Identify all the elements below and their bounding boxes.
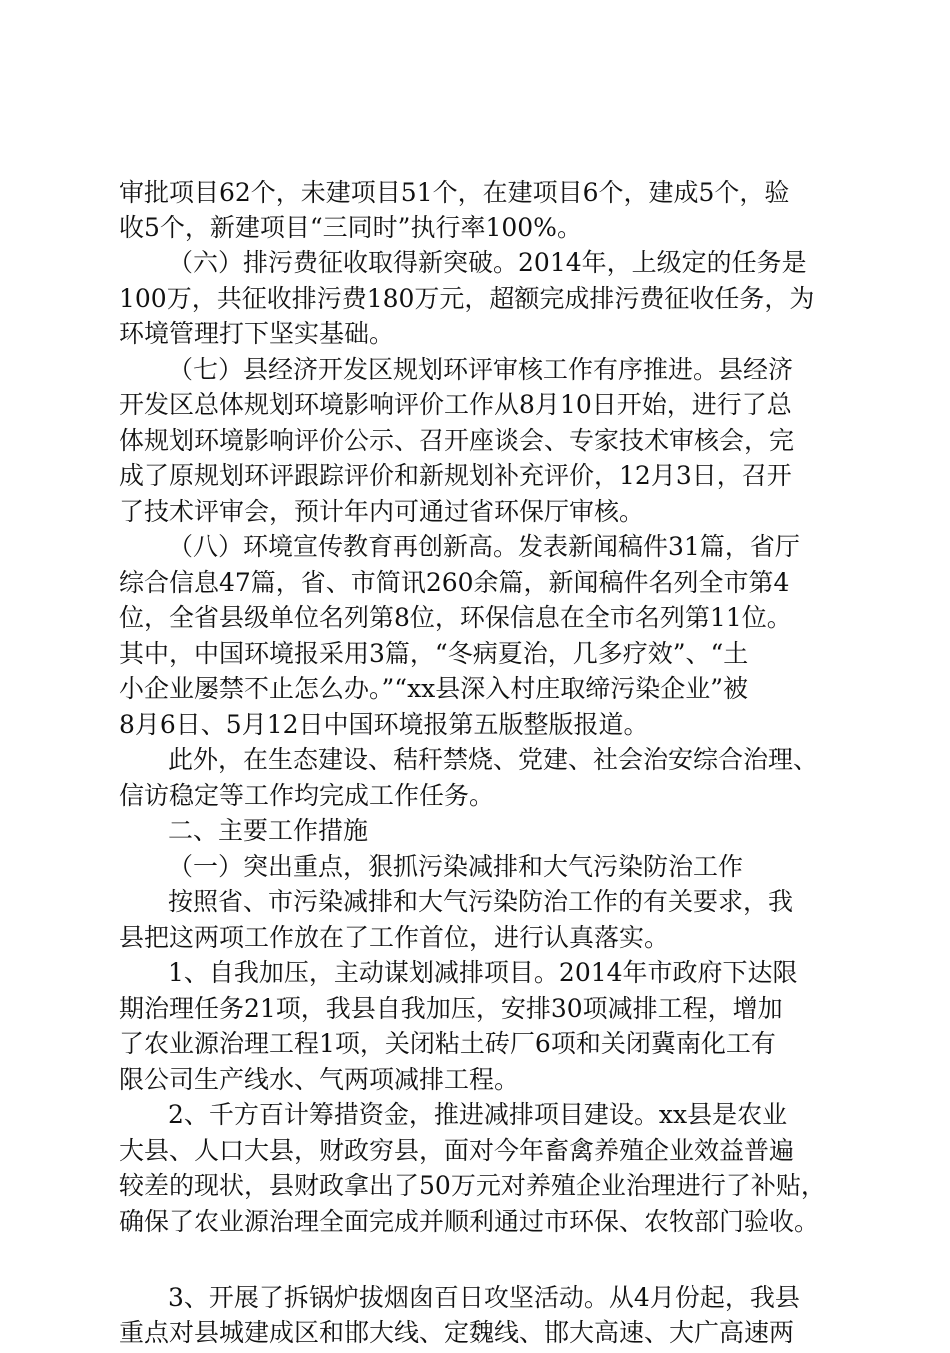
text-line: 综合信息47篇，省、市简讯260余篇，新闻稿件名列全市第4 [119,568,790,597]
text-line: （六）排污费征收取得新突破。2014年，上级定的任务是 [168,248,807,277]
text-line: 环境管理打下坚实基础。 [119,319,395,348]
text-line: 收5个，新建项目“三同时”执行率100%。 [119,213,582,242]
text-line: （七）县经济开发区规划环评审核工作有序推进。县经济 [168,355,794,384]
text-line: 小企业屡禁不止怎么办。”“xx县深入村庄取缔污染企业”被 [119,674,749,703]
text-line: 其中，中国环境报采用3篇，“冬病夏治，几多疗效”、“土 [119,639,749,668]
section-heading: 二、主要工作措施 [168,816,369,845]
text-line: 100万，共征收排污费180万元，超额完成排污费征收任务，为 [119,284,815,313]
text-line: 8月6日、5月12日中国环境报第五版整版报道。 [119,710,649,739]
text-line: 期治理任务21项，我县自我加压，安排30项减排工程，增加 [119,994,783,1023]
text-line: 1、自我加压，主动谋划减排项目。2014年市政府下达限 [168,958,798,987]
text-line: 县把这两项工作放在了工作首位，进行认真落实。 [119,923,670,952]
text-line: 开发区总体规划环境影响评价工作从8月10日开始，进行了总 [119,390,792,419]
text-line: 信访稳定等工作均完成工作任务。 [119,781,495,810]
text-line: 3、开展了拆锅炉拔烟囱百日攻坚活动。从4月份起，我县 [168,1283,800,1312]
text-line: 位，全省县级单位名列第8位，环保信息在全市名列第11位。 [119,603,792,632]
text-line: 了农业源治理工程1项，关闭粘土砖厂6项和关闭冀南化工有 [119,1029,776,1058]
text-line: 体规划环境影响评价公示、召开座谈会、专家技术审核会，完 [119,426,795,455]
text-line: 2、千方百计筹措资金，推进减排项目建设。xx县是农业 [168,1100,788,1129]
text-line: （八）环境宣传教育再创新高。发表新闻稿件31篇，省厅 [168,532,800,561]
text-line: 此外，在生态建设、秸秆禁烧、党建、社会治安综合治理、 [168,745,819,774]
text-line: 大县、人口大县，财政穷县，面对今年畜禽养殖企业效益普遍 [119,1136,795,1165]
subsection-heading: （一）突出重点，狠抓污染减排和大气污染防治工作 [168,852,744,881]
text-line: 确保了农业源治理全面完成并顺利通过市环保、农牧部门验收。 [119,1207,820,1236]
text-line: 审批项目62个，未建项目51个，在建项目6个，建成5个，验 [119,178,790,207]
text-line: 了技术评审会，预计年内可通过省环保厅审核。 [119,497,645,526]
text-line: 较差的现状，县财政拿出了50万元对养殖企业治理进行了补贴， [119,1171,826,1200]
text-line: 限公司生产线水、气两项减排工程。 [119,1065,520,1094]
text-line: 按照省、市污染减排和大气污染防治工作的有关要求，我 [168,887,794,916]
text-line: 重点对县城建成区和邯大线、定魏线、邯大高速、大广高速两 [119,1318,795,1347]
text-line: 成了原规划环评跟踪评价和新规划补充评价，12月3日，召开 [119,461,792,490]
